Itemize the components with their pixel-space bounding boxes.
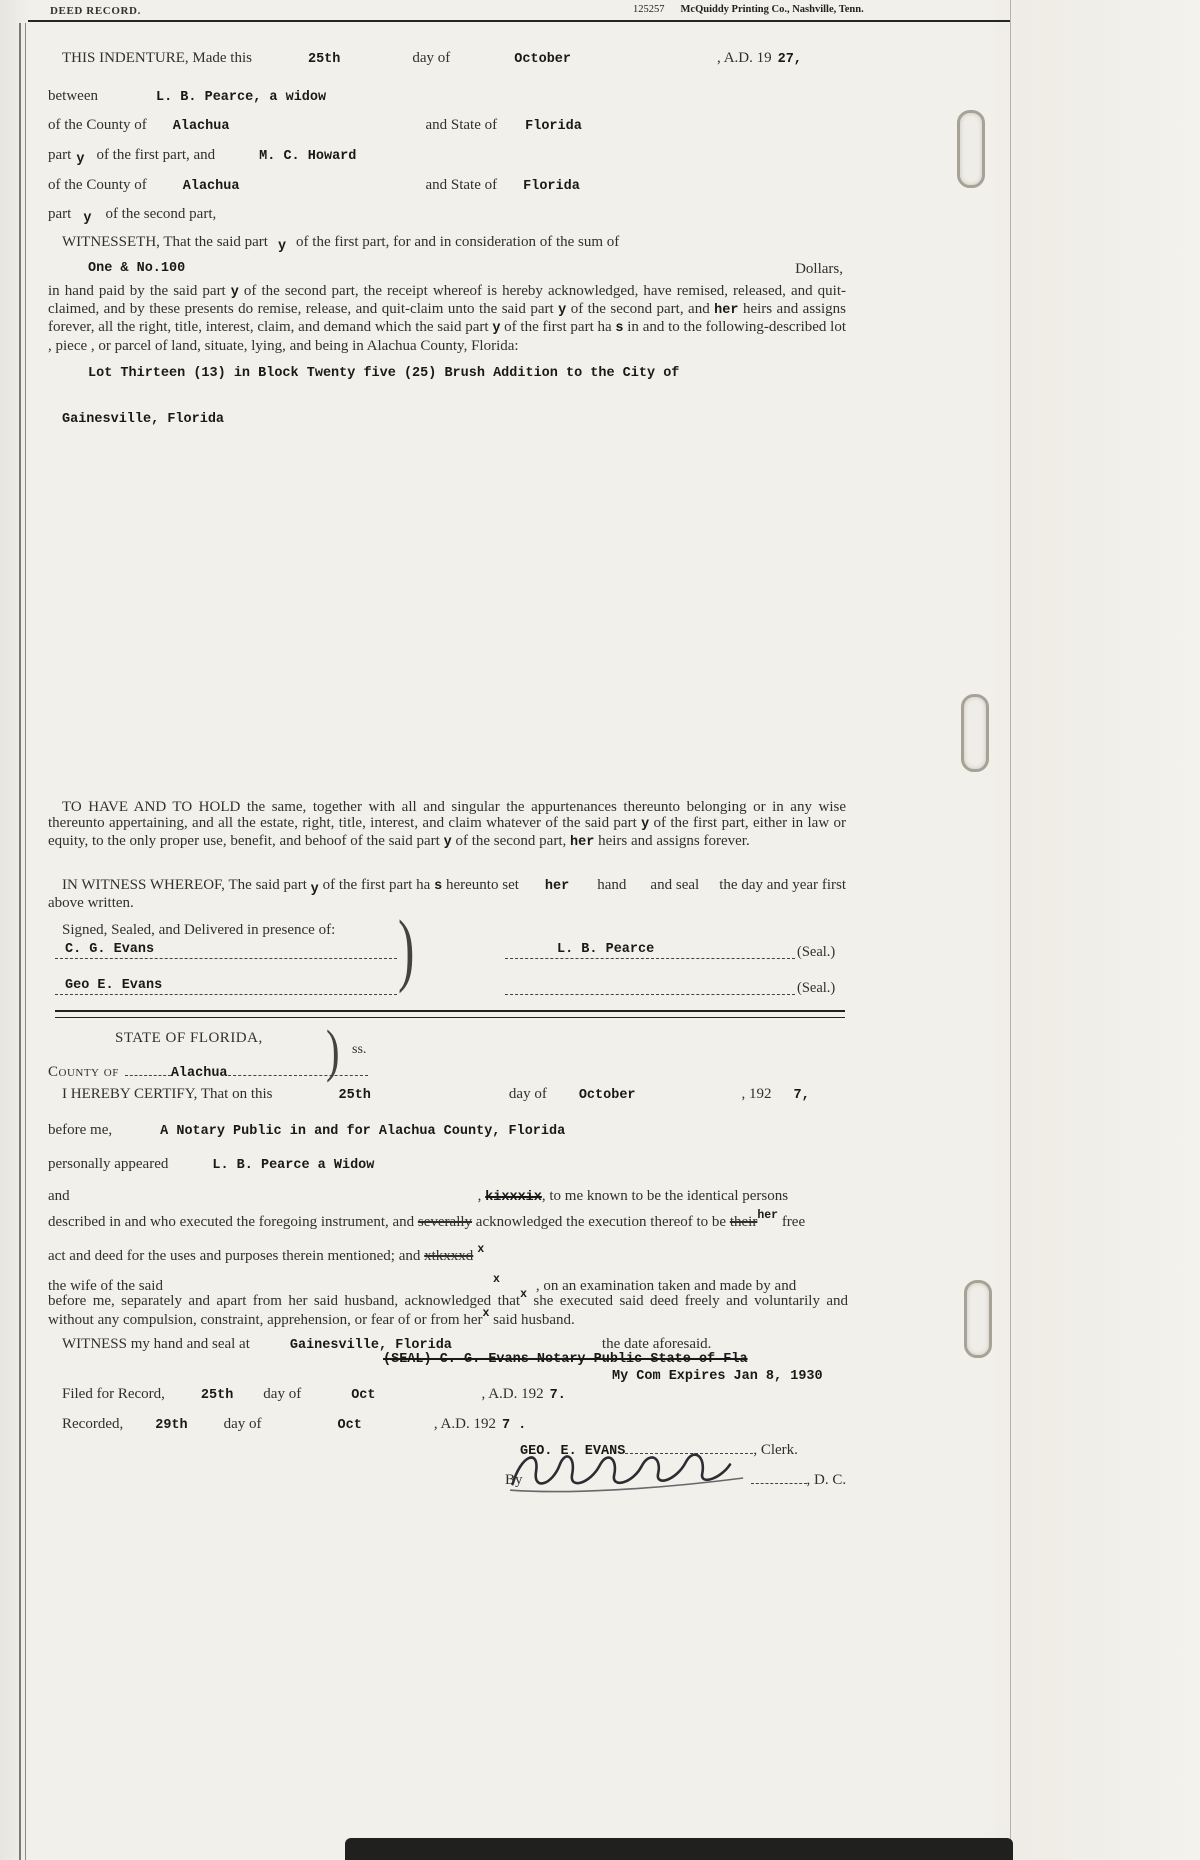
text-segment [233, 1396, 263, 1398]
in-witness-paragraph [48, 877, 846, 911]
text-segment: 7 . [501, 1418, 527, 1433]
text-segment: and State of [425, 177, 498, 193]
first-part-line [48, 147, 357, 167]
text-segment: , A.D. 19 [717, 50, 772, 66]
presence-label: Signed, Sealed, and Delivered in presence of: [62, 922, 336, 938]
text-segment [163, 1288, 493, 1290]
text-segment: of the second part, [105, 206, 217, 222]
text-segment: free [778, 1214, 806, 1230]
consideration-paragraph [48, 283, 846, 354]
amount-value: One & No.100 [88, 261, 186, 276]
before-me-line [48, 1122, 565, 1139]
text-segment: heirs and assigns forever, all the right, title, interest, claim, and demand which the said part [48, 301, 847, 336]
text-segment [286, 244, 296, 246]
text-segment: in and to the following-described lot , piece , or parcel of land, situate, lying, and being in Alachua County, Florida: [48, 319, 846, 354]
text-segment: kixxxix [485, 1190, 542, 1205]
text-segment: the wife of the said [48, 1278, 163, 1294]
indenture-opening-line [62, 50, 802, 67]
text-segment [452, 1346, 602, 1348]
text-segment [123, 1426, 155, 1428]
text-segment: x [492, 1273, 500, 1286]
text-segment: THIS INDENTURE, Made this [62, 50, 252, 66]
text-segment: her [544, 879, 570, 894]
text-segment: , A.D. 192 [433, 1416, 496, 1432]
witness-signature-1: C. G. Evans [65, 942, 155, 957]
text-segment [497, 187, 523, 189]
text-segment [252, 60, 308, 62]
text-segment [665, 10, 681, 12]
text-segment [229, 127, 425, 129]
text-segment [547, 1096, 579, 1098]
text-segment: 25th [307, 52, 341, 67]
text-segment [636, 1096, 742, 1098]
text-segment: of the first part ha [500, 319, 616, 336]
text-segment: of the County of [48, 177, 147, 193]
text-segment [98, 98, 156, 100]
text-segment [165, 1396, 201, 1398]
text-segment: s [434, 879, 443, 894]
text-segment: , A.D. 192 [481, 1386, 544, 1402]
left-margin-rule-inner [25, 23, 26, 1860]
text-segment: , Clerk. [753, 1442, 798, 1458]
witnesseth-line [62, 234, 620, 254]
text-segment [376, 1396, 482, 1398]
text-segment [371, 1096, 509, 1098]
text-segment: and State of [425, 117, 498, 133]
text-segment: part [48, 147, 72, 163]
text-segment: day of [412, 50, 451, 66]
notary-brace: ) [326, 1018, 340, 1083]
text-segment [71, 216, 83, 218]
text-segment: her [757, 1209, 779, 1222]
text-segment [362, 1426, 434, 1428]
text-segment: 125257 [633, 4, 665, 15]
text-segment [91, 216, 105, 218]
text-segment: x [520, 1288, 527, 1301]
grantor-signature: L. B. Pearce [557, 942, 655, 957]
text-segment: Oct [337, 1418, 362, 1433]
top-rule [28, 20, 1011, 22]
text-segment: 27, [777, 52, 802, 67]
text-segment: of the first part, for and in consideration of the sum of [296, 234, 620, 250]
text-segment [239, 187, 425, 189]
text-segment: of the first part, either in law or equity, to the only proper use, benefit, and behoof of the said part [48, 815, 846, 850]
property-description-line2: Gainesville, Florida [62, 412, 225, 427]
text-segment [125, 1060, 171, 1076]
text-segment: s [615, 321, 624, 337]
text-segment: day of [263, 1386, 302, 1402]
text-segment: Gainesville, Florida [289, 1338, 452, 1353]
text-segment [228, 1060, 368, 1076]
text-segment: y [76, 152, 85, 167]
described-instrument-line [48, 1209, 806, 1231]
text-segment [70, 1198, 478, 1200]
text-segment: WITNESS my hand and seal at [62, 1336, 250, 1352]
text-segment: hand [597, 877, 627, 893]
text-segment: y [641, 817, 650, 833]
text-segment [473, 1258, 477, 1260]
text-segment: and seal [650, 877, 700, 893]
text-segment: 25th [338, 1088, 371, 1103]
examination-paragraph [48, 1288, 848, 1330]
text-segment: of the second part, the receipt whereof is hereby acknowledged, have remised, released, and quit-claimed, and by these presents do remise, release, and quit-claim unto the said part [48, 283, 846, 318]
section-divider-rule [55, 1010, 845, 1018]
text-segment: act and deed for the uses and purposes therein mentioned; and [48, 1248, 425, 1264]
text-segment [450, 60, 514, 62]
certify-line [62, 1086, 810, 1103]
text-segment: y [277, 239, 287, 254]
witness-hand-seal-line [62, 1336, 711, 1353]
text-segment [301, 1396, 351, 1398]
witness-brace: ) [398, 903, 415, 994]
text-segment [268, 244, 278, 246]
text-segment: By [505, 1472, 523, 1488]
text-segment: IN WITNESS WHEREOF, The said part [62, 877, 311, 893]
text-segment: , [477, 1188, 486, 1204]
text-segment: hereunto set [442, 877, 519, 893]
text-segment [500, 1288, 536, 1290]
text-segment: before me, [48, 1122, 113, 1138]
text-segment: day of [223, 1416, 262, 1432]
text-segment: Florida [525, 119, 582, 134]
text-segment [273, 1096, 339, 1098]
ss-label: ss. [352, 1042, 367, 1057]
text-segment: of the first part, and [96, 147, 216, 163]
text-segment [250, 1346, 290, 1348]
property-description-line1: Lot Thirteen (13) in Block Twenty five (25) Brush Addition to the City of [88, 366, 680, 381]
text-segment: and [48, 1188, 70, 1204]
text-segment: of the County of [48, 117, 147, 133]
text-segment: the day and year first above written. [48, 877, 847, 912]
text-segment [147, 187, 183, 189]
witness-signature-2: Geo E. Evans [65, 978, 163, 993]
second-part-line [48, 206, 217, 226]
text-segment: severally [417, 1214, 473, 1230]
text-segment: 25th [200, 1388, 234, 1403]
text-segment: of the second part, [451, 833, 570, 850]
text-segment: heirs and assigns forever. [594, 833, 750, 850]
text-segment: 7, [793, 1088, 810, 1103]
text-segment: Florida [523, 179, 580, 194]
personally-appeared-line [48, 1156, 374, 1173]
county-of-line [48, 1060, 368, 1081]
text-segment: acknowledged the execution thereof to be [472, 1214, 730, 1230]
text-segment: M. C. Howard [259, 149, 357, 164]
binding-hole [961, 694, 989, 772]
consideration-amount-line [48, 261, 843, 278]
text-segment [262, 1426, 338, 1428]
text-segment: of the first part ha [318, 877, 435, 893]
text-segment: McQuiddy Printing Co., Nashville, Tenn. [680, 4, 864, 15]
text-segment: her [714, 303, 739, 319]
text-segment: before me, separately and apart from her said husband, acknowledged that [48, 1293, 521, 1309]
witness-signature-line-1 [55, 936, 397, 959]
text-segment [168, 1166, 212, 1168]
grantee-county-line [48, 177, 580, 194]
text-segment: Alachua [182, 179, 240, 194]
page-header-printer [633, 4, 864, 15]
text-segment [188, 1426, 224, 1428]
text-segment: , to me known to be the identical persons [541, 1188, 789, 1204]
blank-signature-line [505, 972, 795, 995]
grantor-line [48, 88, 326, 105]
text-segment: described in and who executed the foregoing instrument, and [48, 1214, 418, 1230]
text-segment [569, 887, 597, 889]
text-segment: her [570, 835, 595, 851]
text-segment: between [48, 88, 98, 104]
text-segment: of the second part, and [566, 301, 715, 318]
text-segment [772, 1096, 794, 1098]
commission-expires-line: My Com Expires Jan 8, 1930 [612, 1369, 823, 1384]
text-segment [340, 60, 412, 62]
text-segment [497, 127, 525, 129]
text-segment: in hand paid by the said part [48, 283, 231, 299]
text-segment [699, 887, 719, 889]
text-segment: x [482, 1306, 490, 1320]
text-segment: A Notary Public in and for Alachua County, Florida [160, 1124, 566, 1139]
text-segment: Oct [351, 1388, 376, 1403]
binding-hole [957, 110, 985, 188]
text-segment [519, 887, 545, 889]
seal-label-2: (Seal.) [797, 980, 836, 996]
text-segment [112, 1132, 160, 1134]
text-segment: , on an examination taken and made by and [535, 1278, 797, 1294]
text-segment: the date aforesaid. [601, 1336, 712, 1352]
text-segment [147, 127, 173, 129]
text-segment: x [477, 1243, 485, 1256]
text-segment: , 192 [741, 1086, 772, 1102]
text-segment: y [83, 211, 92, 226]
text-segment: y [443, 835, 452, 851]
text-segment: Filed for Record, [62, 1386, 165, 1402]
text-segment: 29th [155, 1418, 188, 1433]
text-segment [215, 157, 259, 159]
text-segment: said husband. [489, 1311, 575, 1328]
text-segment: L. B. Pearce, a widow [155, 90, 327, 105]
state-of-florida-line: STATE OF FLORIDA, [115, 1030, 263, 1046]
text-segment: y [230, 285, 239, 300]
text-segment: GEO. E. EVANS [520, 1444, 626, 1459]
text-segment: she executed said deed freely and voluntarily and without any compulsion, constraint, apprehension, or fear of or from her [48, 1293, 848, 1328]
text-segment: L. B. Pearce a Widow [212, 1158, 375, 1173]
text-segment: xtkxxxd [424, 1248, 474, 1264]
text-segment: October [578, 1088, 636, 1103]
text-segment: y [492, 321, 501, 337]
text-segment: their [729, 1214, 758, 1230]
right-page-edge-line [1010, 0, 1011, 1860]
text-segment: WITNESSETH, That the said part [62, 234, 268, 250]
to-have-and-hold-paragraph [48, 799, 846, 852]
seal-label-1: (Seal.) [797, 944, 836, 960]
text-segment: I HEREBY CERTIFY, That on this [62, 1086, 273, 1102]
notary-seal-struck-line: (SEAL) C. G. Evans Notary Public State of Fla [383, 1352, 748, 1367]
recorded-line [62, 1416, 526, 1433]
identical-persons-line [48, 1188, 788, 1205]
text-segment [626, 887, 650, 889]
text-segment: Alachua [172, 119, 230, 134]
text-segment [84, 157, 96, 159]
text-segment: y [558, 303, 567, 319]
text-segment: day of [508, 1086, 547, 1102]
witness-signature-line-2 [55, 972, 397, 995]
page-header-title: DEED RECORD. [50, 5, 141, 17]
text-segment: personally appeared [48, 1156, 169, 1172]
text-segment: County of [48, 1064, 119, 1080]
scan-artifact-bar [345, 1838, 1013, 1860]
grantor-county-line [48, 117, 582, 134]
binding-hole [964, 1280, 992, 1358]
text-segment: y [310, 882, 319, 897]
text-segment: , D. C. [806, 1472, 847, 1488]
text-segment [751, 1468, 807, 1484]
text-segment: part [48, 206, 72, 222]
text-segment: October [514, 52, 572, 67]
left-margin-rule [19, 23, 21, 1860]
dollars-label: Dollars, [795, 261, 843, 277]
text-segment: Alachua [170, 1066, 228, 1081]
clerk-signature-scrawl [505, 1432, 757, 1503]
text-segment [571, 60, 717, 62]
act-and-deed-line [48, 1243, 485, 1265]
filed-for-record-line [62, 1386, 566, 1403]
text-segment: TO HAVE AND TO HOLD the same, together with all and singular the appurtenances thereunto belonging or in any wise thereunto appertaining, and all the estate, right, title, interest, and claim whatever of the said part [48, 799, 846, 832]
text-segment: Recorded, [62, 1416, 124, 1432]
text-segment: 7. [549, 1388, 566, 1403]
grantor-signature-line [505, 936, 795, 959]
